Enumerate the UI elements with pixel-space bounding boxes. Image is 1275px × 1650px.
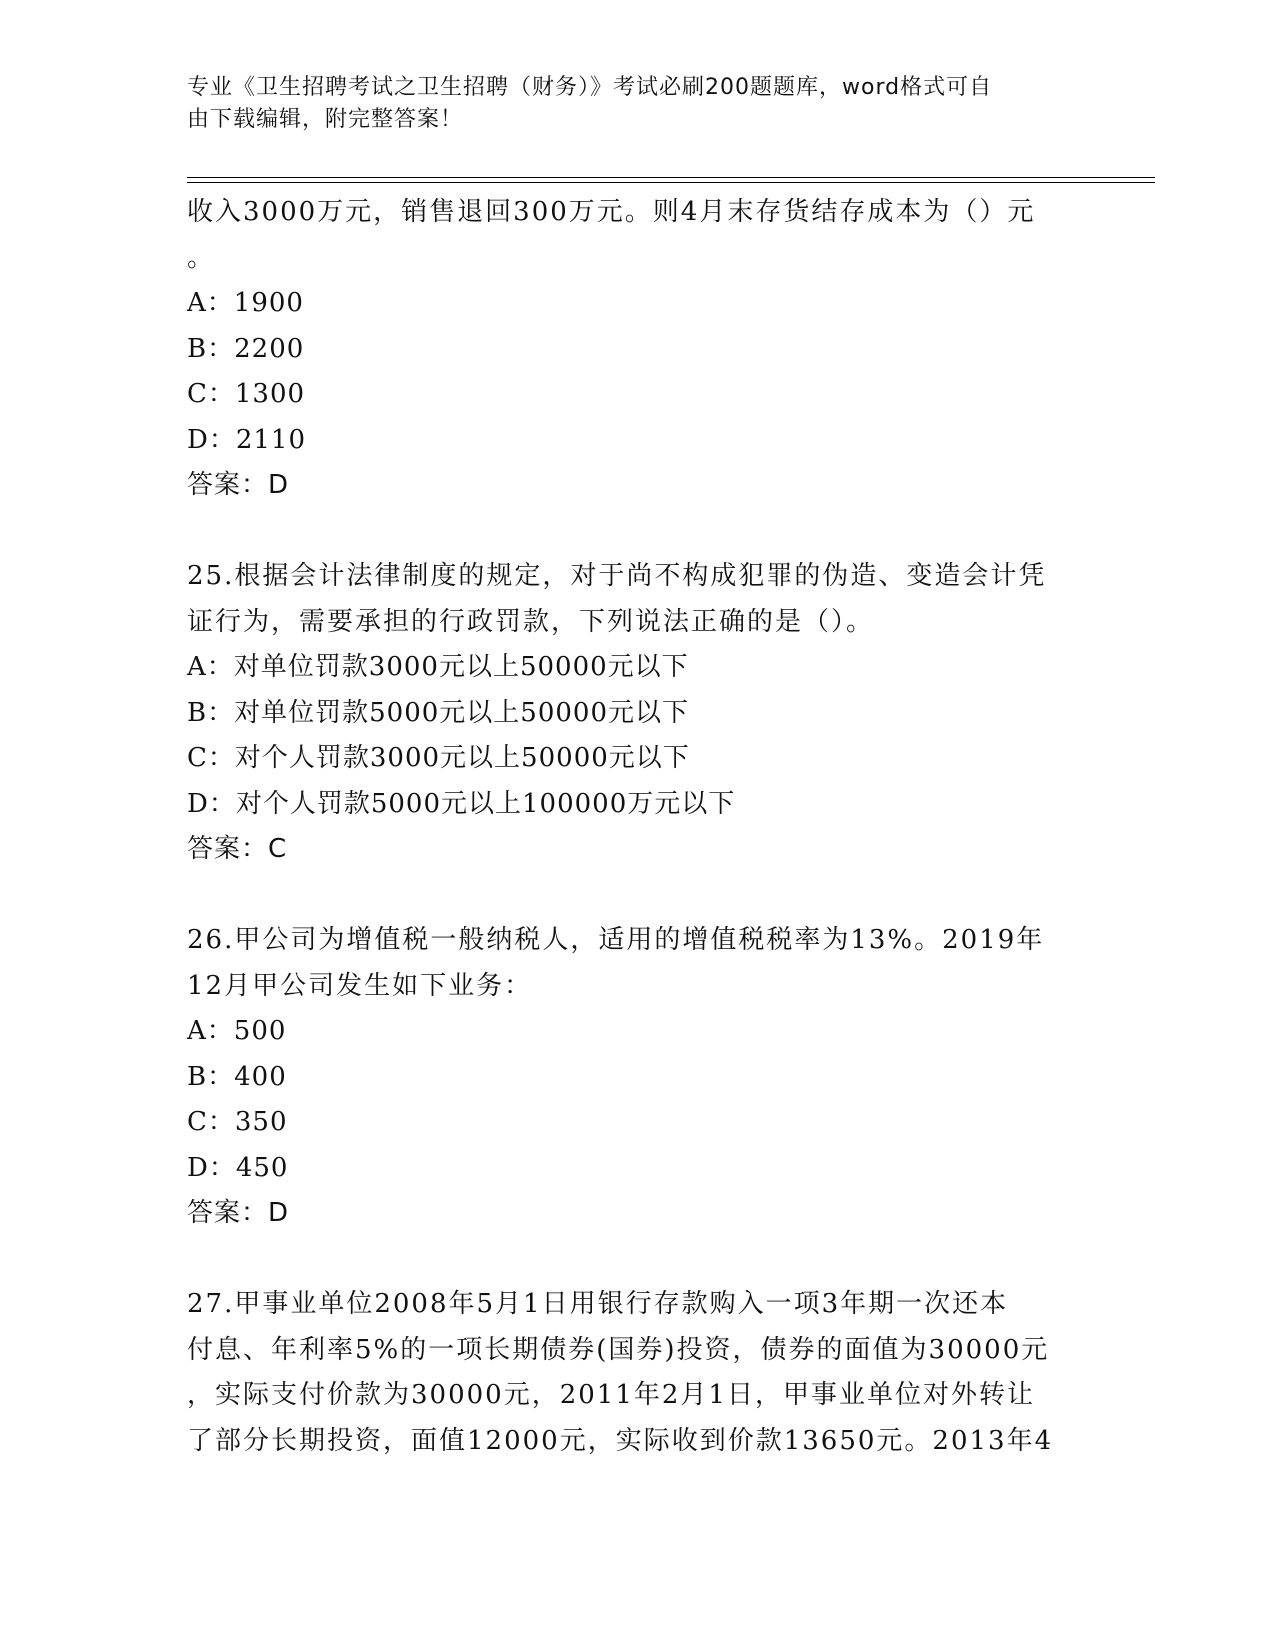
- spacer: [187, 509, 1087, 555]
- answer: 答案：D: [187, 1198, 290, 1228]
- question-text: 付息、年利率5%的一项长期债券(国券)投资，债券的面值为30000元: [187, 1334, 1050, 1365]
- option-b: B：400: [187, 1061, 287, 1092]
- spacer: [187, 1237, 1087, 1283]
- option-d: D：450: [187, 1152, 289, 1183]
- question-text: 26.甲公司为增值税一般纳税人，适用的增值税税率为13%。2019年: [187, 925, 1045, 955]
- option-a: A：500: [187, 1016, 287, 1046]
- answer: 答案：C: [187, 834, 288, 864]
- option-b: B：对单位罚款5000元以上50000元以下: [187, 697, 689, 728]
- answer: 答案：D: [187, 470, 290, 500]
- spacer: [187, 873, 1087, 919]
- header-line-2: 由下载编辑，附完整答案！: [187, 107, 464, 132]
- header-line-1: 专业《卫生招聘考试之卫生招聘（财务）》考试必刷200题题库，word格式可自: [187, 75, 993, 100]
- question-text: 了部分长期投资，面值12000元，实际收到价款13650元。2013年4: [187, 1425, 1054, 1456]
- question-text: 25.根据会计法律制度的规定，对于尚不构成犯罪的伪造、变造会计凭: [187, 561, 1047, 591]
- question-24: [187, 190, 1087, 509]
- option-c: C：1300: [187, 379, 306, 409]
- option-b: B：2200: [187, 333, 305, 364]
- question-content: [187, 190, 1087, 1464]
- option-d: D：2110: [187, 424, 307, 455]
- question-27: [187, 1282, 1087, 1464]
- question-text: 证行为，需要承担的行政罚款，下列说法正确的是（）。: [187, 606, 875, 637]
- question-text: 收入3000万元，销售退回300万元。则4月末存货结存成本为（）元: [187, 197, 1036, 227]
- header-divider-top: [187, 177, 1155, 178]
- option-a: A：对单位罚款3000元以上50000元以下: [187, 652, 689, 682]
- question-text: ，实际支付价款为30000元，2011年2月1日，甲事业单位对外转让: [187, 1380, 1035, 1410]
- question-text: 12月甲公司发生如下业务：: [187, 970, 533, 1001]
- option-d: D：对个人罚款5000元以上100000万元以下: [187, 788, 736, 819]
- question-text: 27.甲事业单位2008年5月1日用银行存款购入一项3年期一次还本: [187, 1289, 1009, 1319]
- document-header: [187, 72, 1067, 136]
- option-a: A：1900: [187, 288, 304, 318]
- option-c: C：对个人罚款3000元以上50000元以下: [187, 743, 690, 773]
- question-text: 。: [187, 242, 216, 273]
- option-c: C：350: [187, 1107, 288, 1137]
- question-26: [187, 918, 1087, 1237]
- header-divider-bottom: [187, 182, 1155, 183]
- question-25: [187, 554, 1087, 873]
